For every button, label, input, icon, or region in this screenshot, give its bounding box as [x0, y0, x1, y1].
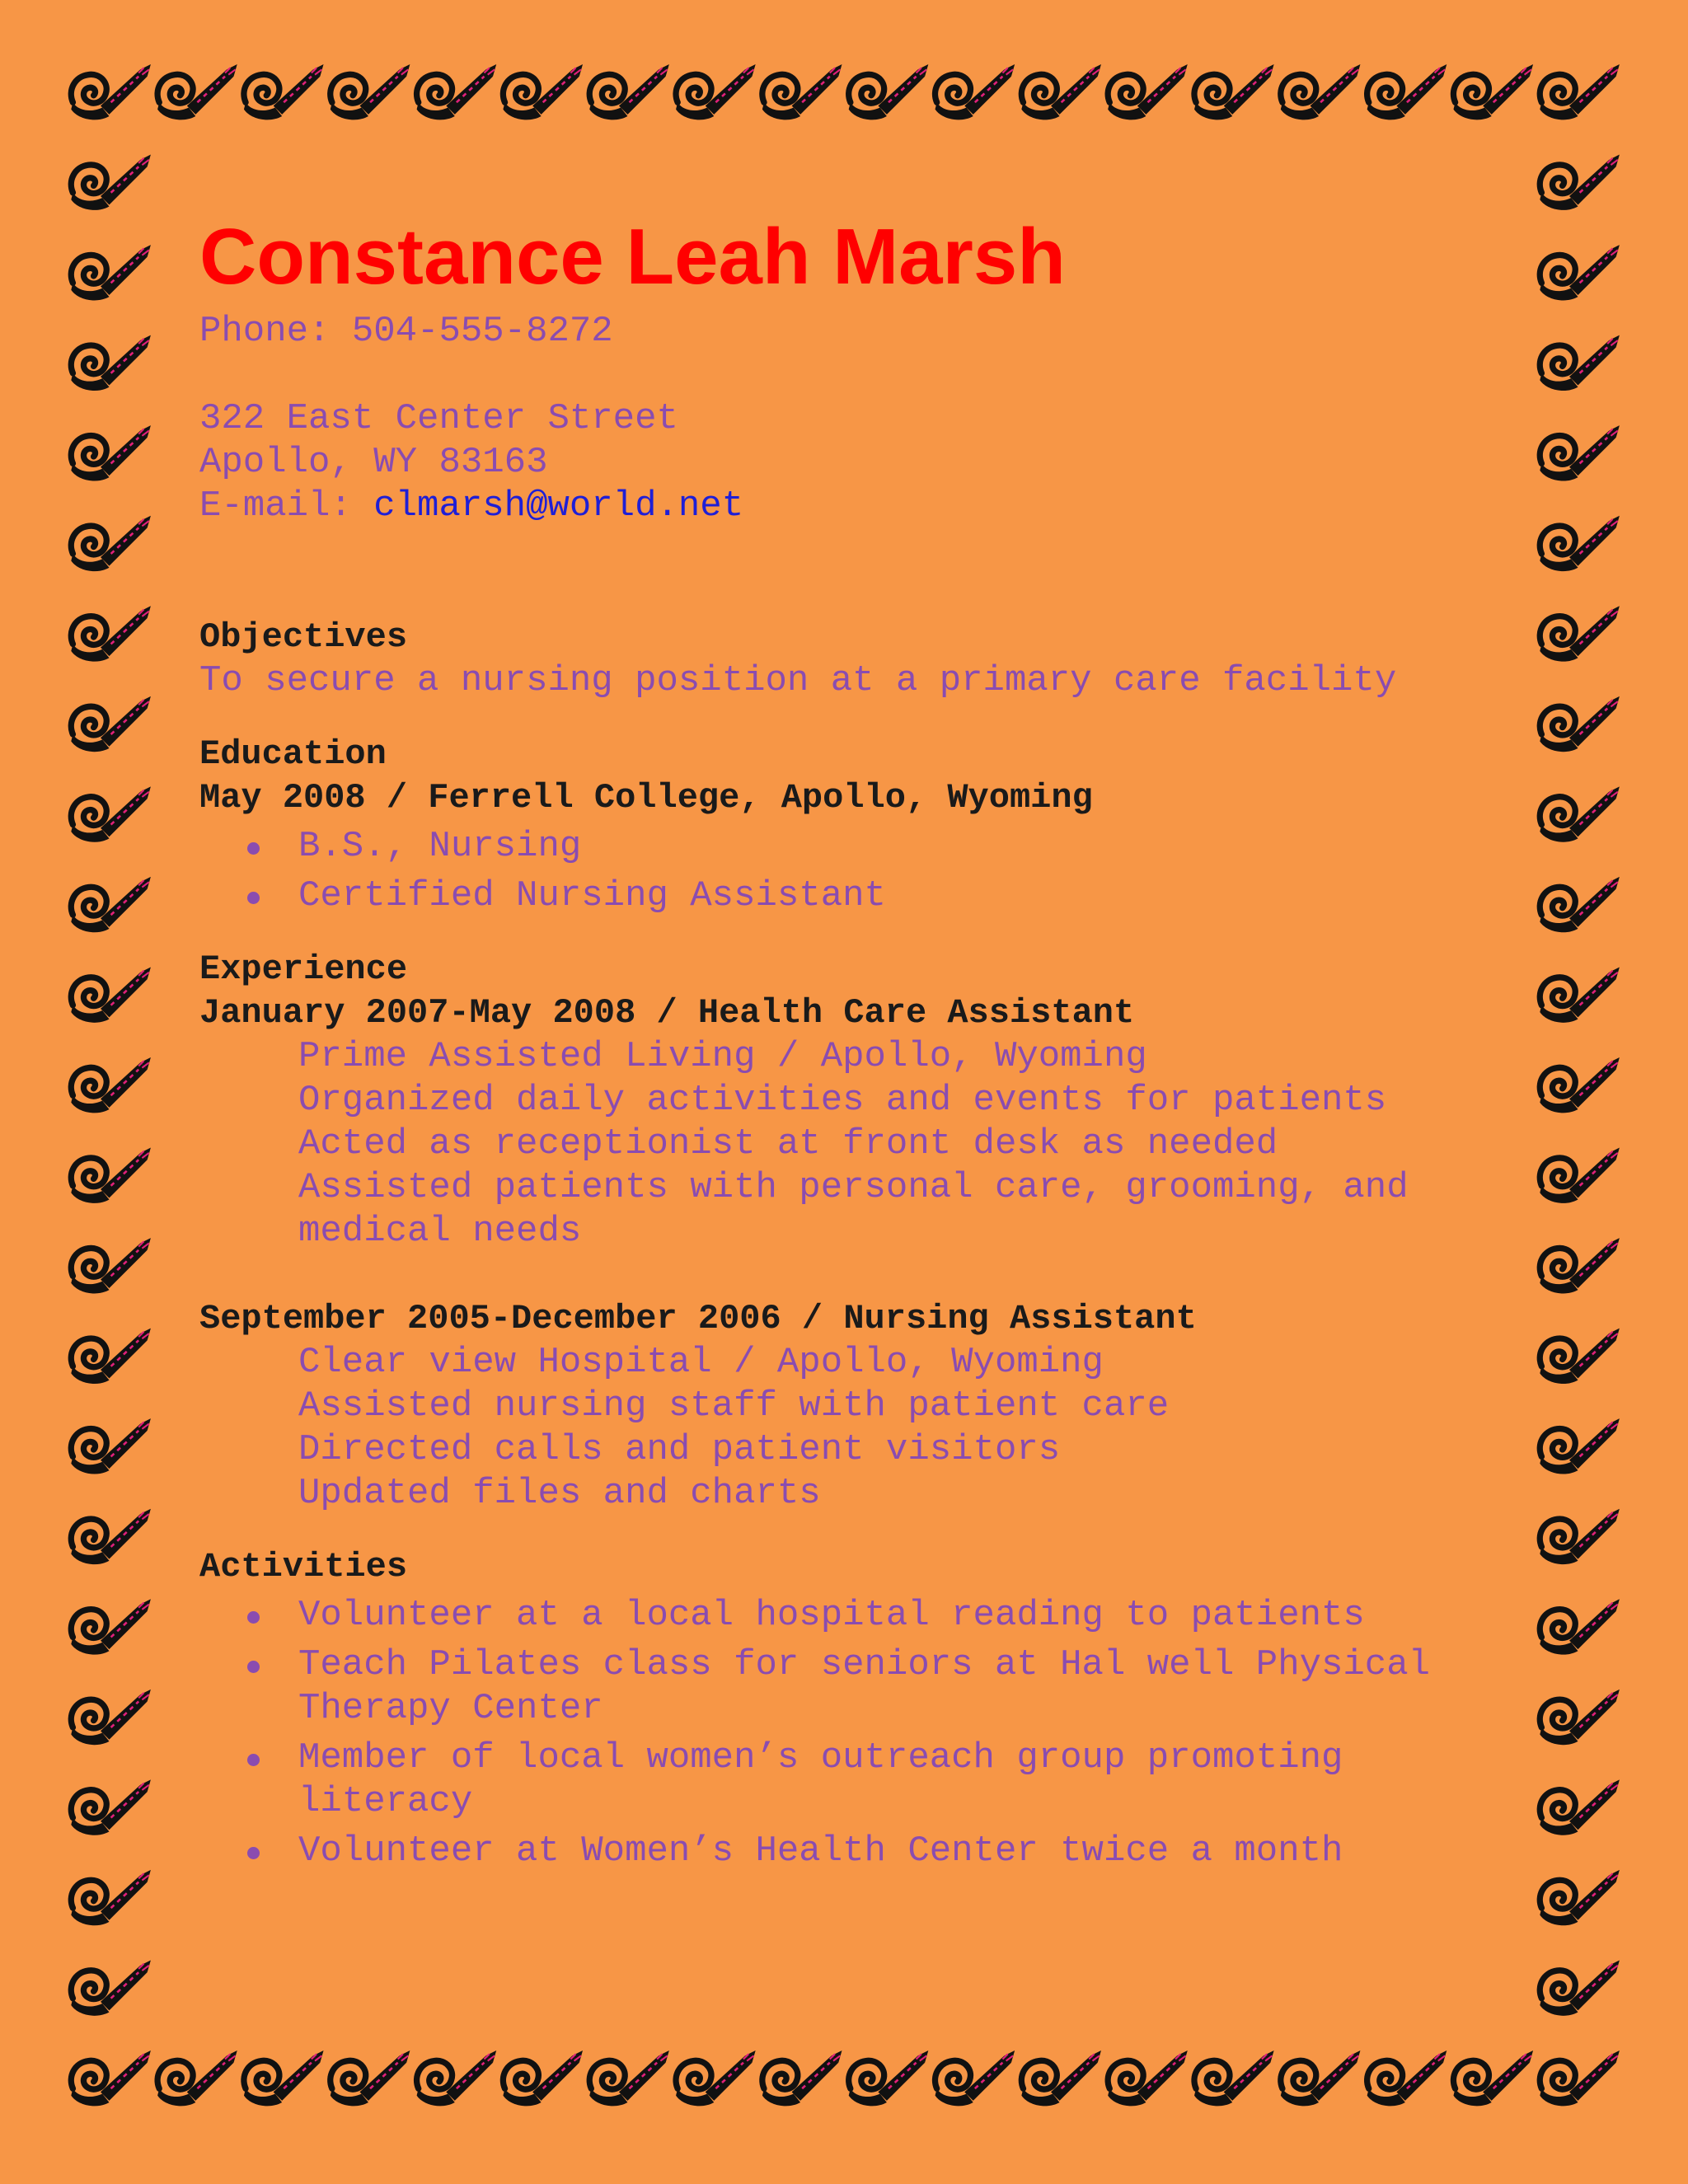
swirl-pen-icon: [71, 1057, 151, 1113]
swirl-pen-icon: [71, 1779, 151, 1835]
activities-list: [199, 1594, 1502, 1873]
swirl-pen-icon: [935, 2050, 1015, 2106]
education-section: [199, 733, 1502, 918]
objectives-section: [199, 616, 1502, 703]
swirl-pen-icon: [71, 516, 151, 571]
swirl-pen-icon: [1108, 64, 1188, 120]
email-label: E-mail:: [199, 485, 374, 527]
list-item: Member of local women’s outreach group promoting literacy: [199, 1736, 1518, 1824]
swirl-pen-icon: [1540, 1238, 1620, 1293]
activities-section: [199, 1545, 1502, 1873]
swirl-pen-icon: [1194, 64, 1274, 120]
list-item: Certified Nursing Assistant: [199, 874, 1518, 918]
bullet-icon: [247, 1611, 260, 1624]
swirl-pen-icon: [1540, 1960, 1620, 2015]
swirl-pen-icon: [1281, 2050, 1361, 2106]
job-employer: Prime Assisted Living / Apollo, Wyoming: [298, 1036, 1147, 1077]
job-title: September 2005-December 2006 / Nursing Assistant: [199, 1299, 1197, 1338]
swirl-pen-icon: [1453, 64, 1533, 120]
bullet-icon: [247, 842, 260, 855]
swirl-pen-icon: [1194, 2050, 1274, 2106]
swirl-pen-icon: [71, 245, 151, 300]
education-heading: Education: [199, 734, 387, 774]
swirl-pen-icon: [71, 696, 151, 752]
swirl-pen-icon: [331, 64, 410, 120]
swirl-pen-icon: [1540, 696, 1620, 752]
list-item: Volunteer at a local hospital reading to patients: [199, 1594, 1518, 1638]
job-employer: Clear view Hospital / Apollo, Wyoming: [298, 1342, 1104, 1383]
swirl-pen-icon: [71, 425, 151, 480]
swirl-pen-icon: [71, 1509, 151, 1564]
swirl-pen-icon: [417, 2050, 497, 2106]
swirl-pen-icon: [762, 64, 842, 120]
job-duty: Acted as receptionist at front desk as needed: [298, 1123, 1278, 1165]
swirl-pen-icon: [1540, 2050, 1620, 2106]
job-details: [199, 1035, 1502, 1254]
swirl-pen-icon: [1540, 1057, 1620, 1113]
swirl-pen-icon: [1540, 155, 1620, 210]
job-duty: Directed calls and patient visitors: [298, 1429, 1061, 1470]
swirl-pen-icon: [1281, 64, 1361, 120]
bullet-icon: [247, 892, 260, 904]
swirl-pen-icon: [1540, 1779, 1620, 1835]
job-details: [199, 1341, 1502, 1516]
swirl-pen-icon: [244, 64, 324, 120]
experience-heading: Experience: [199, 949, 408, 989]
swirl-pen-icon: [1367, 64, 1447, 120]
swirl-pen-icon: [589, 64, 669, 120]
swirl-pen-icon: [71, 967, 151, 1022]
swirl-pen-icon: [935, 64, 1015, 120]
swirl-pen-icon: [71, 2050, 151, 2106]
swirl-pen-icon: [1540, 1690, 1620, 1745]
objectives-heading: Objectives: [199, 617, 408, 657]
address-city: Apollo, WY 83163: [199, 442, 548, 483]
swirl-pen-icon: [1540, 516, 1620, 571]
contact-block: [199, 310, 1502, 528]
education-list: [199, 825, 1502, 918]
phone-line: Phone: 504-555-8272: [199, 311, 613, 352]
swirl-pen-icon: [1540, 64, 1620, 120]
swirl-pen-icon: [71, 1329, 151, 1384]
swirl-pen-icon: [1021, 64, 1101, 120]
swirl-pen-icon: [71, 1599, 151, 1654]
swirl-pen-icon: [1540, 425, 1620, 480]
swirl-pen-icon: [71, 877, 151, 932]
swirl-pen-icon: [1021, 2050, 1101, 2106]
job-entry: [199, 991, 1502, 1254]
swirl-pen-icon: [71, 1960, 151, 2015]
swirl-pen-icon: [1540, 1329, 1620, 1384]
swirl-pen-icon: [1540, 877, 1620, 932]
job-entry: [199, 1297, 1502, 1516]
swirl-pen-icon: [71, 155, 151, 210]
swirl-pen-icon: [417, 64, 497, 120]
swirl-pen-icon: [71, 1148, 151, 1203]
swirl-pen-icon: [849, 64, 929, 120]
experience-section: [199, 948, 1502, 1516]
swirl-pen-icon: [71, 1870, 151, 1925]
swirl-pen-icon: [1453, 2050, 1533, 2106]
swirl-pen-icon: [1540, 967, 1620, 1022]
email-line: [199, 485, 1502, 528]
swirl-pen-icon: [1540, 786, 1620, 841]
job-duty: Organized daily activities and events for patients: [298, 1080, 1387, 1121]
swirl-pen-icon: [849, 2050, 929, 2106]
swirl-pen-icon: [676, 2050, 756, 2106]
swirl-pen-icon: [1540, 245, 1620, 300]
swirl-pen-icon: [71, 64, 151, 120]
job-duty: Updated files and charts: [298, 1473, 821, 1514]
candidate-name: Constance Leah Marsh: [199, 213, 1066, 301]
resume-content: [199, 208, 1502, 1879]
swirl-pen-icon: [71, 1238, 151, 1293]
swirl-pen-icon: [71, 1690, 151, 1745]
swirl-pen-icon: [1540, 1870, 1620, 1925]
swirl-pen-icon: [503, 2050, 583, 2106]
list-item: Volunteer at Women’s Health Center twice a month: [199, 1830, 1518, 1873]
address-street: 322 East Center Street: [199, 398, 678, 439]
swirl-pen-icon: [71, 1418, 151, 1474]
email-link[interactable]: clmarsh@world.net: [373, 485, 744, 527]
job-duty: Assisted nursing staff with patient care: [298, 1385, 1170, 1427]
swirl-pen-icon: [1540, 1599, 1620, 1654]
swirl-pen-icon: [71, 786, 151, 841]
swirl-pen-icon: [1367, 2050, 1447, 2106]
swirl-pen-icon: [71, 606, 151, 661]
list-item: B.S., Nursing: [199, 825, 1518, 869]
swirl-pen-icon: [503, 64, 583, 120]
swirl-pen-icon: [1540, 335, 1620, 391]
swirl-pen-icon: [157, 64, 237, 120]
list-item: Teach Pilates class for seniors at Hal well Physical Therapy Center: [199, 1643, 1518, 1731]
swirl-pen-icon: [1540, 1509, 1620, 1564]
bullet-icon: [247, 1661, 260, 1673]
job-title: January 2007-May 2008 / Health Care Assistant: [199, 993, 1135, 1033]
swirl-pen-icon: [244, 2050, 324, 2106]
swirl-pen-icon: [1540, 606, 1620, 661]
education-entry: May 2008 / Ferrell College, Apollo, Wyoming: [199, 778, 1093, 818]
swirl-pen-icon: [331, 2050, 410, 2106]
objectives-text: To secure a nursing position at a primary care facility: [199, 660, 1397, 701]
job-duty: Assisted patients with personal care, grooming, and medical needs: [298, 1167, 1409, 1252]
swirl-pen-icon: [157, 2050, 237, 2106]
swirl-pen-icon: [1540, 1148, 1620, 1203]
bullet-icon: [247, 1847, 260, 1859]
swirl-pen-icon: [676, 64, 756, 120]
swirl-pen-icon: [589, 2050, 669, 2106]
swirl-pen-icon: [762, 2050, 842, 2106]
activities-heading: Activities: [199, 1547, 408, 1586]
swirl-pen-icon: [1108, 2050, 1188, 2106]
swirl-pen-icon: [1540, 1418, 1620, 1474]
swirl-pen-icon: [71, 335, 151, 391]
bullet-icon: [247, 1754, 260, 1766]
